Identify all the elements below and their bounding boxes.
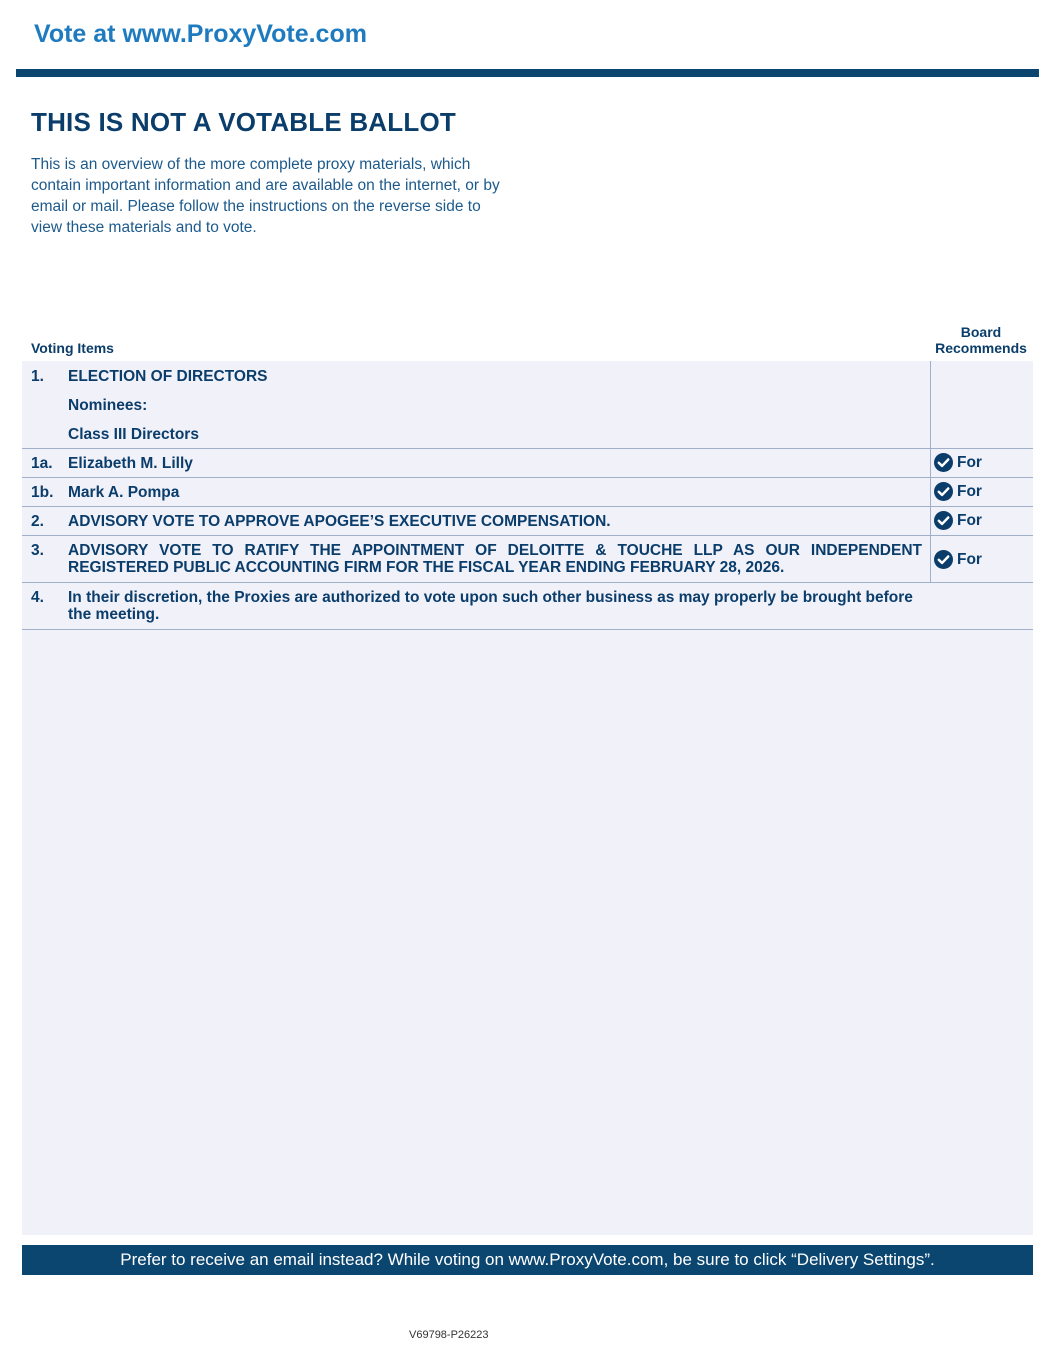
nominee-elizabeth-lilly: Elizabeth M. Lilly bbox=[68, 455, 193, 472]
item-other-business: In their discretion, the Proxies are authorized to vote upon such other business as may properly be brought before the meeting. bbox=[68, 589, 913, 623]
row-divider bbox=[22, 535, 1033, 536]
board-recommendation bbox=[934, 511, 982, 530]
item-number: 1b. bbox=[31, 484, 54, 501]
board-recommendation bbox=[934, 482, 982, 501]
board-recommendation bbox=[934, 453, 982, 472]
board-recommendation bbox=[934, 550, 982, 569]
item-number: 1a. bbox=[31, 455, 53, 472]
row-divider bbox=[22, 506, 1033, 507]
recommends-label: Recommends bbox=[935, 340, 1027, 356]
nominee-mark-pompa: Mark A. Pompa bbox=[68, 484, 180, 501]
header-rule bbox=[16, 69, 1039, 77]
board-label: Board bbox=[960, 324, 1002, 340]
recommendation-label: For bbox=[957, 453, 982, 471]
item-number: 2. bbox=[31, 513, 44, 530]
item-class-iii-directors: Class III Directors bbox=[68, 426, 199, 443]
item-nominees-label: Nominees: bbox=[68, 397, 148, 414]
column-header-board-recommends bbox=[930, 324, 1032, 356]
check-circle-icon bbox=[934, 511, 953, 530]
recommendation-label: For bbox=[957, 482, 982, 500]
vote-link-header[interactable]: Vote at www.ProxyVote.com bbox=[34, 20, 367, 48]
email-delivery-banner: Prefer to receive an email instead? While voting on www.ProxyVote.com, be sure to click “Delivery Settings”. bbox=[22, 1245, 1033, 1275]
row-divider bbox=[22, 629, 1033, 630]
row-divider bbox=[22, 582, 1033, 583]
intro-paragraph: This is an overview of the more complete proxy materials, which contain important information and are available on the internet, or by email or mail. Please follow the instructions on the reverse side to view these materials and to vote. bbox=[31, 156, 500, 236]
row-divider bbox=[22, 448, 1033, 449]
item-executive-compensation: ADVISORY VOTE TO APPROVE APOGEE’S EXECUTIVE COMPENSATION. bbox=[68, 513, 611, 530]
recommendation-label: For bbox=[957, 550, 982, 568]
item-ratify-auditor: ADVISORY VOTE TO RATIFY THE APPOINTMENT OF DELOITTE & TOUCHE LLP AS OUR INDEPENDENT REGISTERED PUBLIC ACCOUNTING FIRM FOR THE FISCAL YEAR ENDING FEBRUARY 28, 2026. bbox=[68, 542, 922, 576]
check-circle-icon bbox=[934, 550, 953, 569]
column-header-voting-items: Voting Items bbox=[31, 340, 114, 356]
column-divider bbox=[930, 361, 931, 582]
item-number: 4. bbox=[31, 589, 44, 606]
row-divider bbox=[22, 477, 1033, 478]
page-title: THIS IS NOT A VOTABLE BALLOT bbox=[31, 107, 456, 137]
recommendation-label: For bbox=[957, 511, 982, 529]
item-number: 3. bbox=[31, 542, 44, 559]
check-circle-icon bbox=[934, 453, 953, 472]
check-circle-icon bbox=[934, 482, 953, 501]
document-code: V69798-P26223 bbox=[409, 1329, 489, 1341]
item-election-of-directors: ELECTION OF DIRECTORS bbox=[68, 368, 268, 385]
item-number: 1. bbox=[31, 368, 44, 385]
